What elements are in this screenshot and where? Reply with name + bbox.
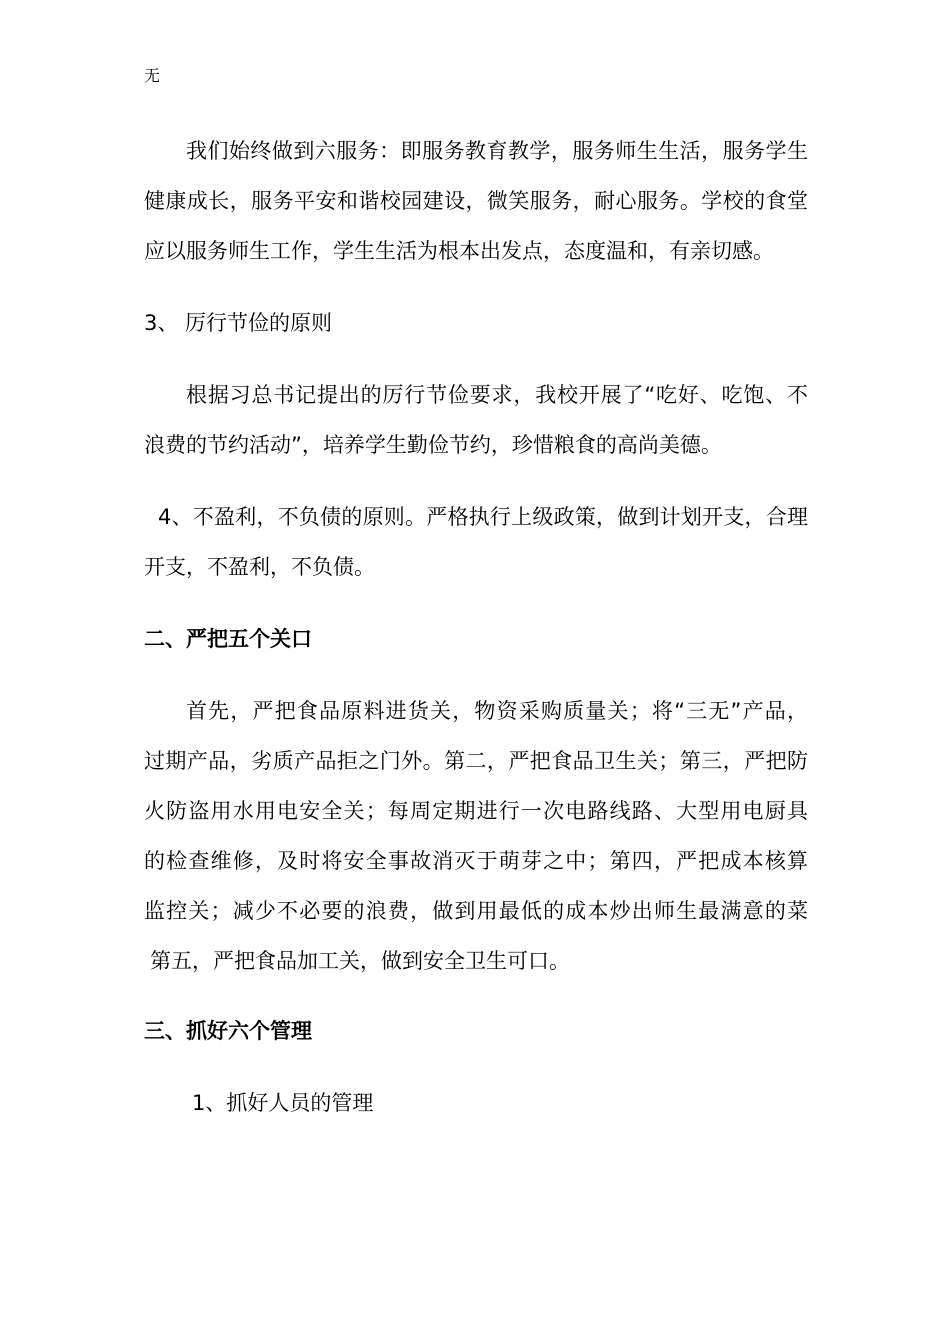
paragraph-line: 健康成长，服务平安和谐校园建设，微笑服务，耐心服务。学校的食堂 bbox=[144, 189, 808, 213]
section-3-title: 三、抓好六个管理 bbox=[144, 1019, 312, 1043]
subsection-1-heading bbox=[144, 1078, 808, 1128]
item-3-text: 3、 厉行节俭的原则 bbox=[144, 311, 333, 335]
paragraph-frugality bbox=[144, 370, 808, 470]
paragraph-line: 应以服务师生工作，学生生活为根本出发点，态度温和，有亲切感。 bbox=[144, 239, 774, 263]
paragraph-line: 首先，严把食品原料进货关，物资采购质量关；将“三无”产品， bbox=[186, 699, 808, 723]
paragraph-line: 第五，严把食品加工关，做到安全卫生可口。 bbox=[150, 949, 570, 973]
paragraph-line: 开支，不盈利，不负债。 bbox=[144, 555, 375, 579]
paragraph-line: 火防盗用水用电安全关；每周定期进行一次电路线路、大型用电厨具 bbox=[144, 799, 808, 823]
paragraph-six-services bbox=[144, 126, 808, 276]
paragraph-no-profit bbox=[144, 492, 808, 592]
item-3-heading bbox=[144, 298, 808, 348]
page-header: 无 bbox=[144, 66, 161, 85]
paragraph-line: 监控关；减少不必要的浪费，做到用最低的成本炒出师生最满意的菜 bbox=[144, 899, 808, 923]
paragraph-line: 根据习总书记提出的厉行节俭要求，我校开展了“吃好、吃饱、不 bbox=[186, 383, 808, 407]
subsection-1-text: 1、抓好人员的管理 bbox=[192, 1091, 374, 1115]
paragraph-line: 4、不盈利，不负债的原则。严格执行上级政策，做到计划开支，合理 bbox=[158, 505, 808, 529]
section-2-title: 二、严把五个关口 bbox=[144, 627, 312, 651]
paragraph-line: 过期产品，劣质产品拒之门外。第二，严把食品卫生关；第三，严把防 bbox=[144, 749, 808, 773]
paragraph-line: 的检查维修，及时将安全事故消灭于萌芽之中；第四，严把成本核算 bbox=[144, 849, 808, 873]
paragraph-line: 我们始终做到六服务：即服务教育教学，服务师生生活，服务学生 bbox=[186, 139, 808, 163]
paragraph-line: 浪费的节约活动”，培养学生勤俭节约，珍惜粮食的高尚美德。 bbox=[144, 433, 722, 457]
paragraph-five-checkpoints bbox=[144, 686, 808, 986]
